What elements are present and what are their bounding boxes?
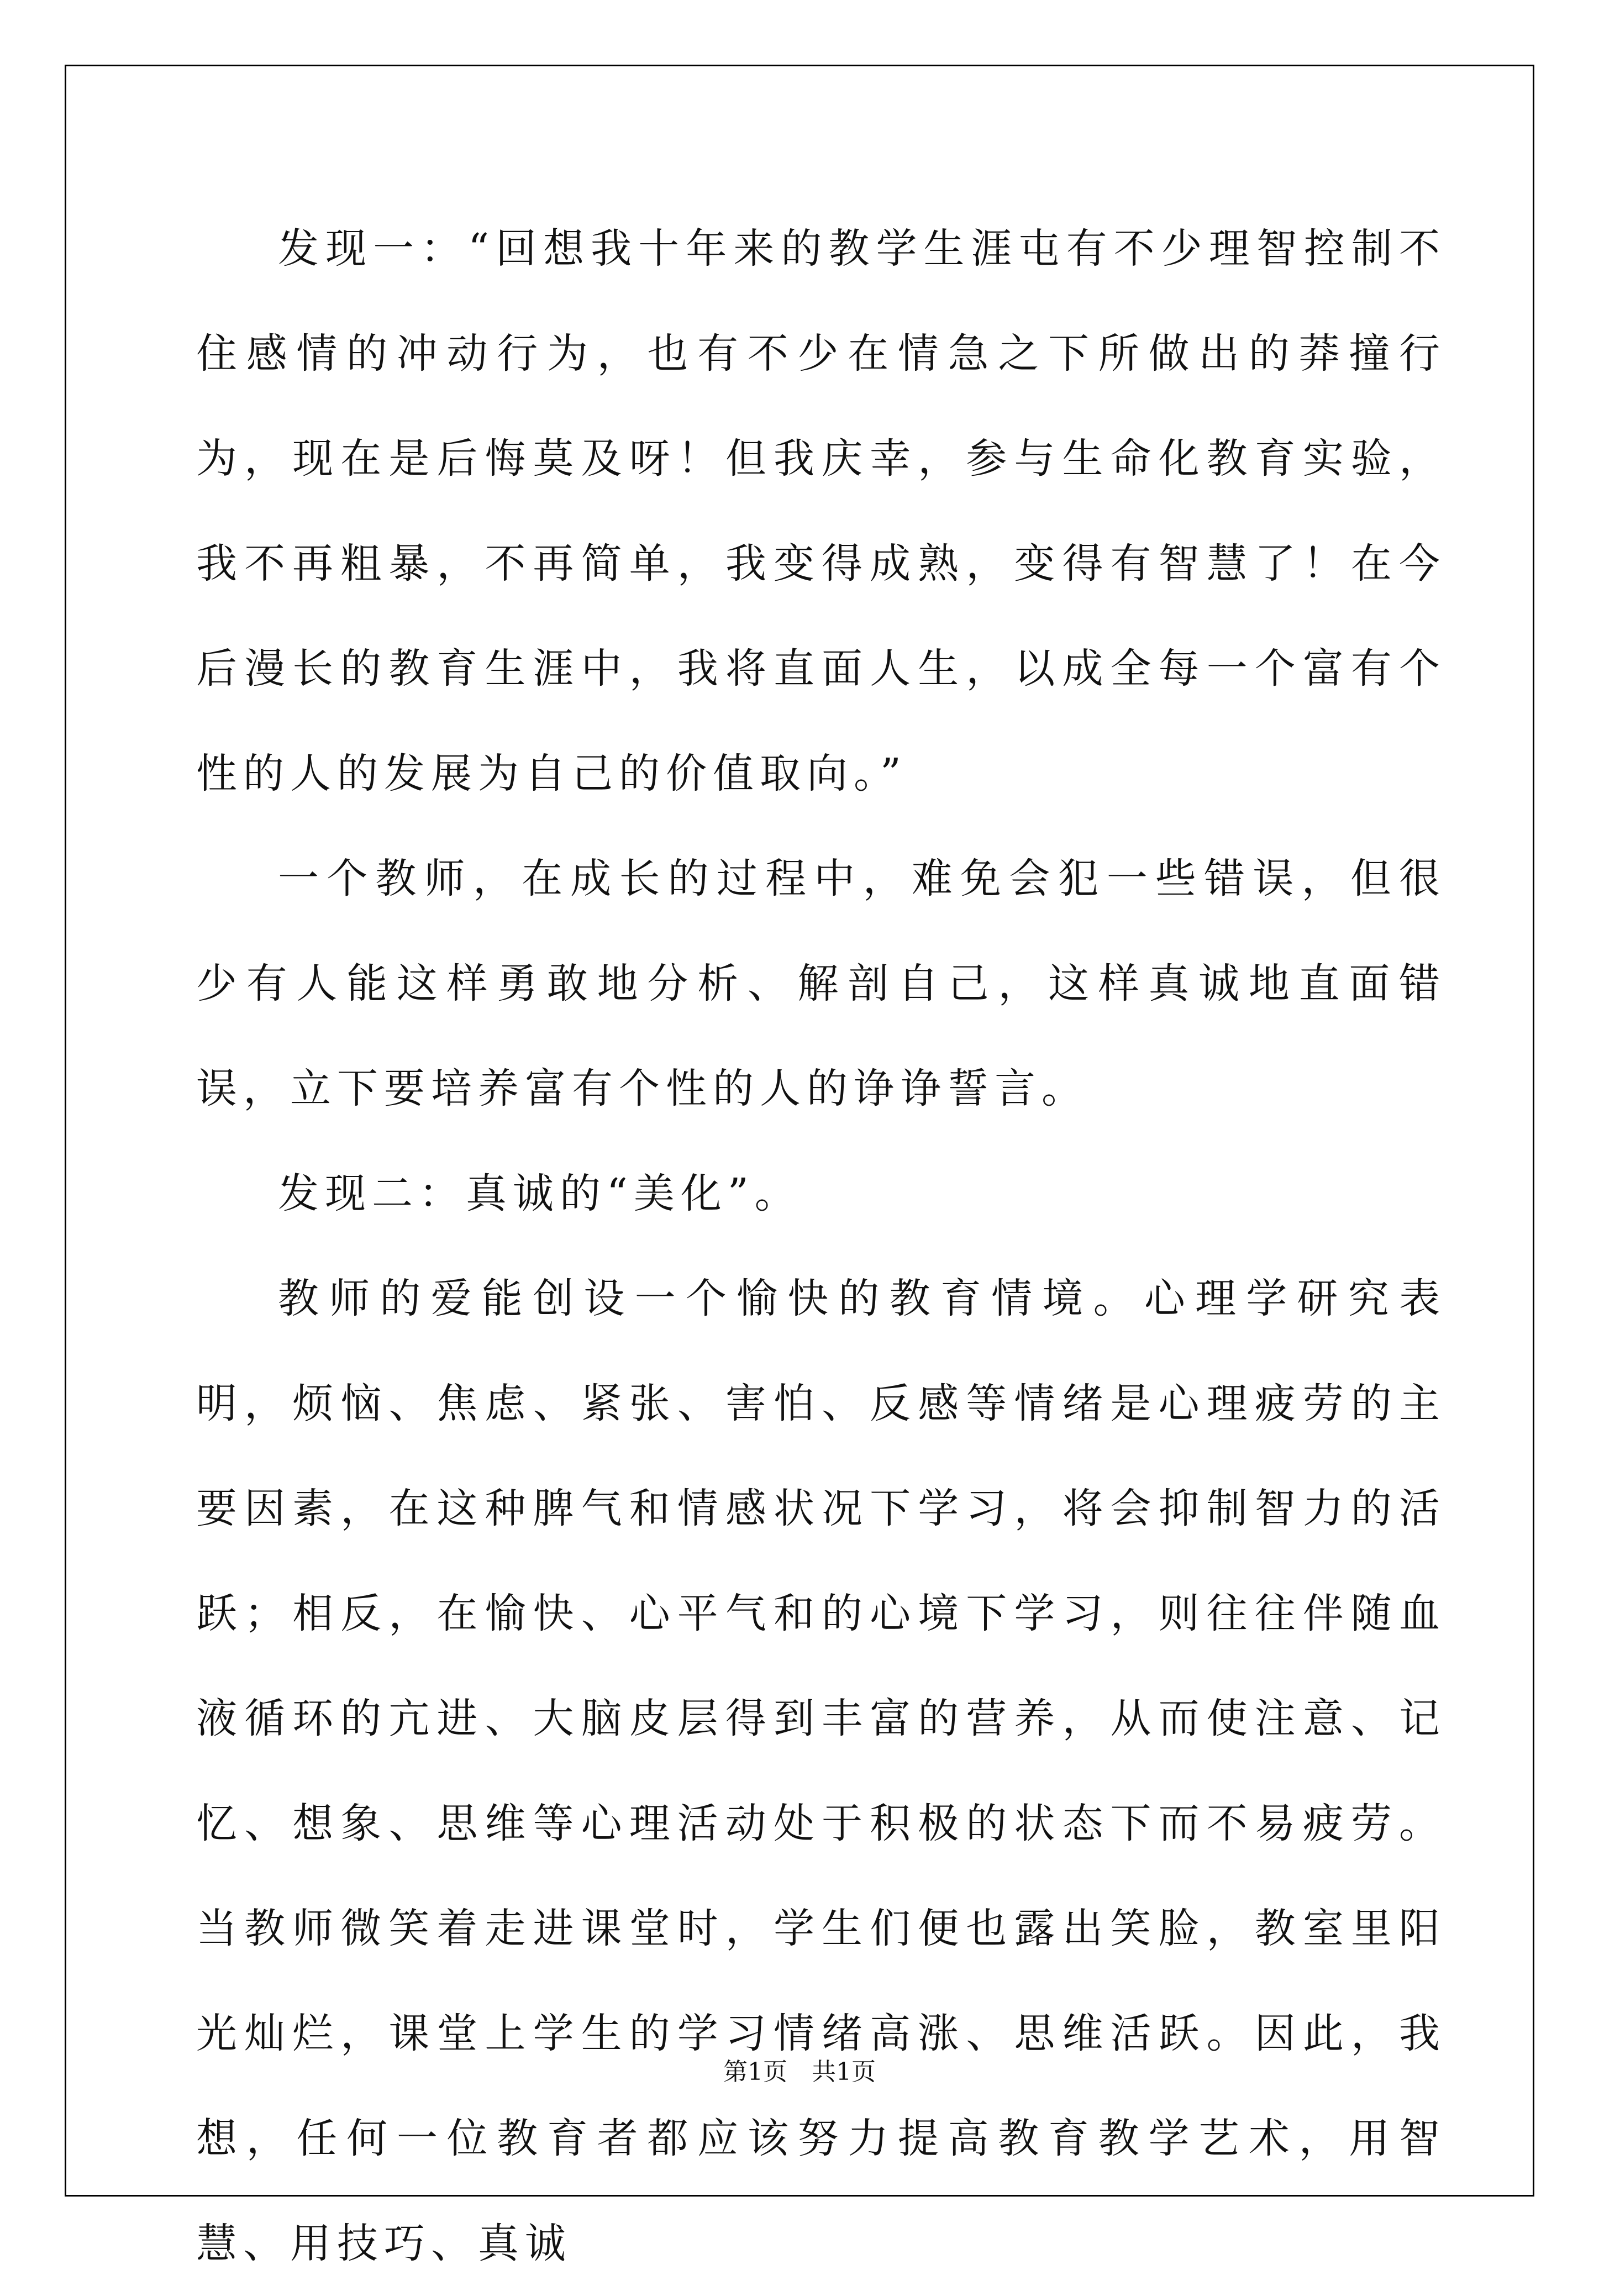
paragraph: 发现一：“回想我十年来的教学生涯屯有不少理智控制不住感情的冲动行为，也有不少在情急之下所做出的莽撞行为，现在是后悔莫及呀！但我庆幸，参与生命化教育实验，我不再粗暴，不再简单，我变得成熟，变得有智慧了！在今后漫长的教育生涯中，我将直面人生，以成全每一个富有个性的人的发展为自己的价值取向。” <box>196 225 1446 797</box>
paragraph: 教师的爱能创设一个愉快的教育情境。心理学研究表明，烦恼、焦虑、紧张、害怕、反感等情绪是心理疲劳的主要因素，在这种脾气和情感状况下学习，将会抑制智力的活跃；相反，在愉快、心平气和的心境下学习，则往往伴随血液循环的亢进、大脑皮层得到丰富的营养，从而使注意、记忆、想象、思维等心理活动处于积极的状态下而不易疲劳。当教师微笑着走进课堂时，学生们便也露出笑脸，教室里阳光灿烂，课堂上学生的学习情绪高涨、思维活跃。因此，我想，任何一位教育者都应该努力提高教育教学艺术，用智慧、用技巧、真诚 <box>196 1275 1446 2267</box>
paragraph: 发现二：真诚的“美化”。 <box>278 1170 802 1217</box>
page-footer: 第1页 共1页 <box>723 2058 876 2086</box>
paragraph: 一个教师，在成长的过程中，难免会犯一些错误，但很少有人能这样勇敢地分析、解剖自己，这样真诚地直面错误，立下要培养富有个性的人的诤诤誓言。 <box>196 855 1446 1112</box>
document-body <box>196 196 1446 2296</box>
